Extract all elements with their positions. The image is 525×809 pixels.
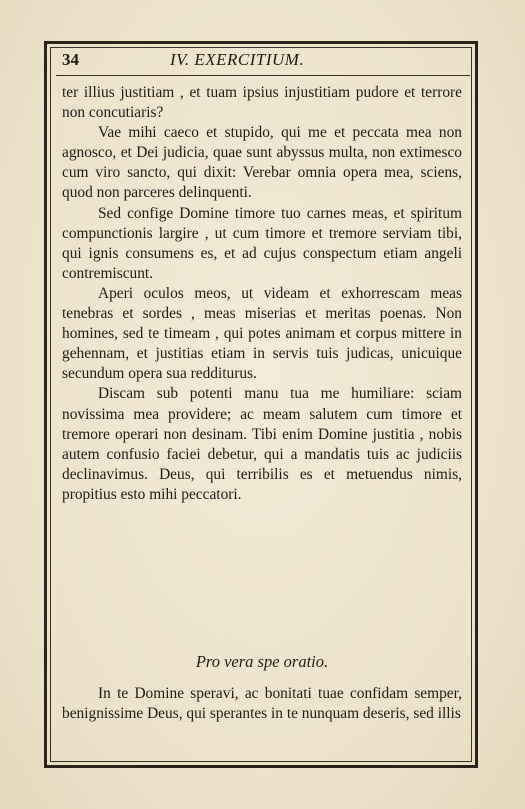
paragraph: Sed confige Domine timore tuo carnes meas, et spiritum compunctionis largire , ut cum timore et tremore serviam tibi, qui ignis consumens es, et ad cujus conspectum etiam angeli contremiscunt. — [62, 204, 462, 282]
section-body — [62, 684, 462, 724]
paragraph: Aperi oculos meos, ut videam et exhorrescam meas tenebras et sordes , meas miserias et meritas poenas. Non homines, sed te timeam , qui potes animam et corpus mittere in gehennam, et justitias etiam in servis tuis judicas, unicuique secundum opera sua redditurus. — [62, 284, 462, 383]
page-number: 34 — [62, 50, 79, 69]
running-head: IV. EXERCITIUM. — [170, 50, 305, 69]
header-rule — [56, 75, 470, 76]
paragraph-continuation: ter illius justitiam , et tuam ipsius injustitiam pudore et terrore non concutiaris? — [62, 84, 462, 122]
paragraph: In te Domine speravi, ac bonitati tuae confidam semper, benignissime Deus, qui sperantes in te nunquam deseris, sed illis — [62, 685, 462, 723]
page-header — [62, 50, 462, 72]
body-text — [62, 83, 462, 505]
paragraph: Vae mihi caeco et stupido, qui me et peccata mea non agnosco, et Dei judicia, quae sunt abyssus multa, non extimesco cum viro sancto, qui dixit: Verebar omnia opera mea, sciens, quod non parceres delinquenti. — [62, 124, 462, 202]
paragraph: Discam sub potenti manu tua me humiliare: sciam novissima mea providere; ac meam salutem cum timore et tremore operari non desinam. Tibi enim Domine justitia , nobis autem confusio faciei debetur, qui a mandatis tuis ac judiciis declinavimus. Deus, qui terribilis es et metuendus nimis, propitius esto mihi peccatori. — [62, 385, 462, 503]
section-title: Pro vera spe oratio. — [195, 652, 329, 671]
